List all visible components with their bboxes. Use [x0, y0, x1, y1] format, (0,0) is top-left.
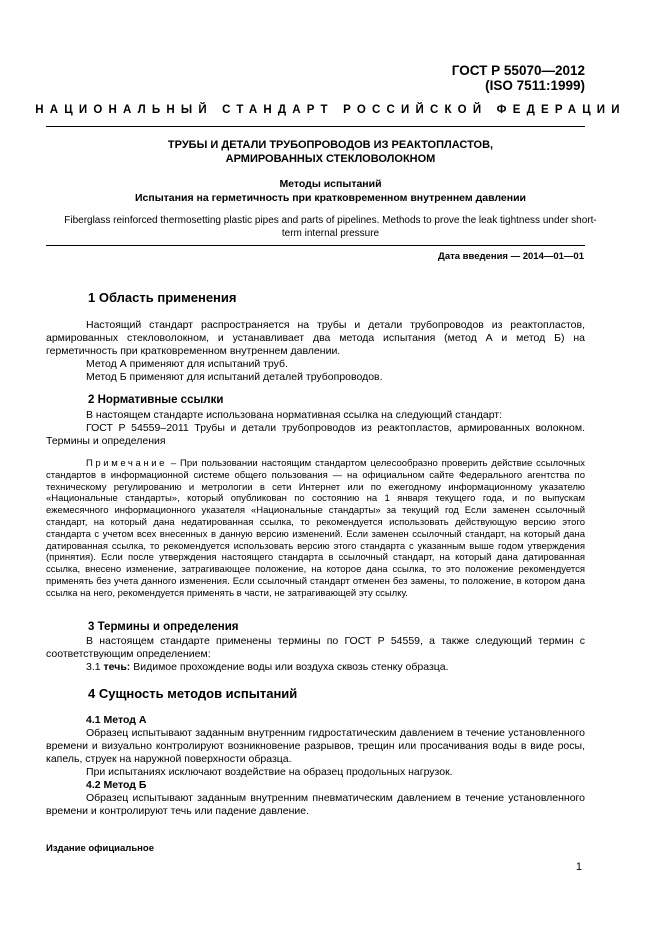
note-paragraph — [46, 458, 585, 600]
divider-bottom — [46, 245, 585, 246]
standard-number: ГОСТ Р 55070—2012 — [451, 63, 585, 78]
term-name: течь: — [103, 661, 131, 673]
term-definition — [46, 661, 585, 674]
divider-top — [46, 126, 585, 127]
section-2-note — [46, 458, 585, 600]
document-subtitle — [70, 178, 591, 205]
iso-number: (ISO 7511:1999) — [485, 78, 585, 93]
page-number: 1 — [575, 861, 582, 873]
title-line-1: ТРУБЫ И ДЕТАЛИ ТРУБОПРОВОДОВ ИЗ РЕАКТОПЛАСТОВ, — [167, 139, 494, 151]
standard-header — [452, 63, 585, 93]
official-edition-label: Издание официальное — [46, 843, 154, 854]
section-1-paragraph-2: Метод А применяют для испытаний труб. — [86, 358, 288, 370]
subtitle-line-1: Методы испытаний — [279, 178, 382, 190]
section-4-paragraph-3: Образец испытывают заданным внутренним пневматическим давлением в течение установленного времени и контролируют течь или падение давление. — [46, 792, 585, 817]
section-4-paragraph-2: При испытаниях исключают воздействие на образец продольных нагрузок. — [86, 766, 453, 778]
term-number: 3.1 — [86, 661, 104, 673]
subsection-4-2-heading: 4.2 Метод Б — [86, 779, 147, 791]
date-of-introduction: Дата введения — 2014—01—01 — [438, 251, 584, 262]
section-3-paragraph-1: В настоящем стандарте применены термины по ГОСТ Р 54559, а также следующий термин с соответствующим определением: — [46, 635, 585, 660]
title-line-2: АРМИРОВАННЫХ СТЕКЛОВОЛОКНОМ — [225, 152, 436, 165]
section-4-paragraph-1: Образец испытывают заданным внутренним гидростатическим давлением в течение установленного времени и визуально контролируют возникновение разрывов, трещин или просачивания воды в виде росы, капель, струек на наружной поверхности образца. — [46, 727, 585, 765]
subtitle-line-2: Испытания на герметичность при кратковременном внутреннем давлении — [134, 191, 527, 204]
section-1-heading: 1 Область применения — [88, 290, 237, 305]
document-title — [70, 139, 591, 166]
national-standard-heading: НАЦИОНАЛЬНЫЙ СТАНДАРТ РОССИЙСКОЙ ФЕДЕРАЦИИ — [35, 104, 626, 116]
section-4-heading: 4 Сущность методов испытаний — [88, 686, 298, 701]
term-text: Видимое прохождение воды или воздуха сквозь стенку образца. — [130, 661, 449, 673]
subsection-4-1-heading: 4.1 Метод А — [86, 714, 147, 726]
section-2-paragraph-2: ГОСТ Р 54559–2011 Трубы и детали трубопроводов из реактопластов, армированных волокном. Термины и определения — [46, 422, 585, 447]
section-2-heading: 2 Нормативные ссылки — [88, 394, 224, 406]
section-2-body — [46, 409, 585, 448]
section-4-body — [46, 714, 585, 818]
note-label: Примечание — [86, 458, 167, 469]
note-text: – При пользовании настоящим стандартом целесообразно проверить действие ссылочных стандартов в информационной системе общего пользования — на официальном сайте Федерального агентства по техническому регулированию и метрологии в сети Интернет или по ежегодному информационному указателю «Национальные стандарты», который опубликован по состоянию на 1 января текущего года, и по выпускам ежемесячного информационного указателя «Национальные стандарты» за текущий год Если заменен ссылочный стандарт, на который дана недатированная ссылка, то рекомендуется использовать действующую версию этого стандарта с учетом всех внесенных в данную версию изменений. Если заменен ссылочный стандарт, на который дана датированная ссылка, то рекомендуется использовать версию этого стандарта с указанным выше годом утверждения (принятия). Если после утверждения настоящего стандарта в ссылочный стандарт, на который дана датированная ссылка, внесено изменение, затрагивающее положение, на которое дана ссылка, то это положение рекомендуется применять без учета данного изменения. Если ссылочный стандарт отменен без замены, то положение, в котором дана ссылка на него, рекомендуется применять в части, не затрагивающей эту ссылку. — [46, 458, 585, 599]
section-3-heading: 3 Термины и определения — [88, 621, 239, 633]
english-title: Fiberglass reinforced thermosetting plastic pipes and parts of pipelines. Methods to prove the leak tightness under short-term internal pressure — [64, 215, 597, 239]
section-1-paragraph-3: Метод Б применяют для испытаний деталей трубопроводов. — [86, 371, 383, 383]
section-2-paragraph-1: В настоящем стандарте использована нормативная ссылка на следующий стандарт: — [86, 409, 503, 421]
section-3-body — [46, 635, 585, 674]
section-1-body — [46, 319, 585, 384]
section-1-paragraph-1: Настоящий стандарт распространяется на трубы и детали трубопроводов из реактопластов, армированных стекловолокном, и устанавливает два метода испытания (метод А и метод Б) на герметичность при кратковременном внутреннем давлении. — [46, 319, 585, 357]
